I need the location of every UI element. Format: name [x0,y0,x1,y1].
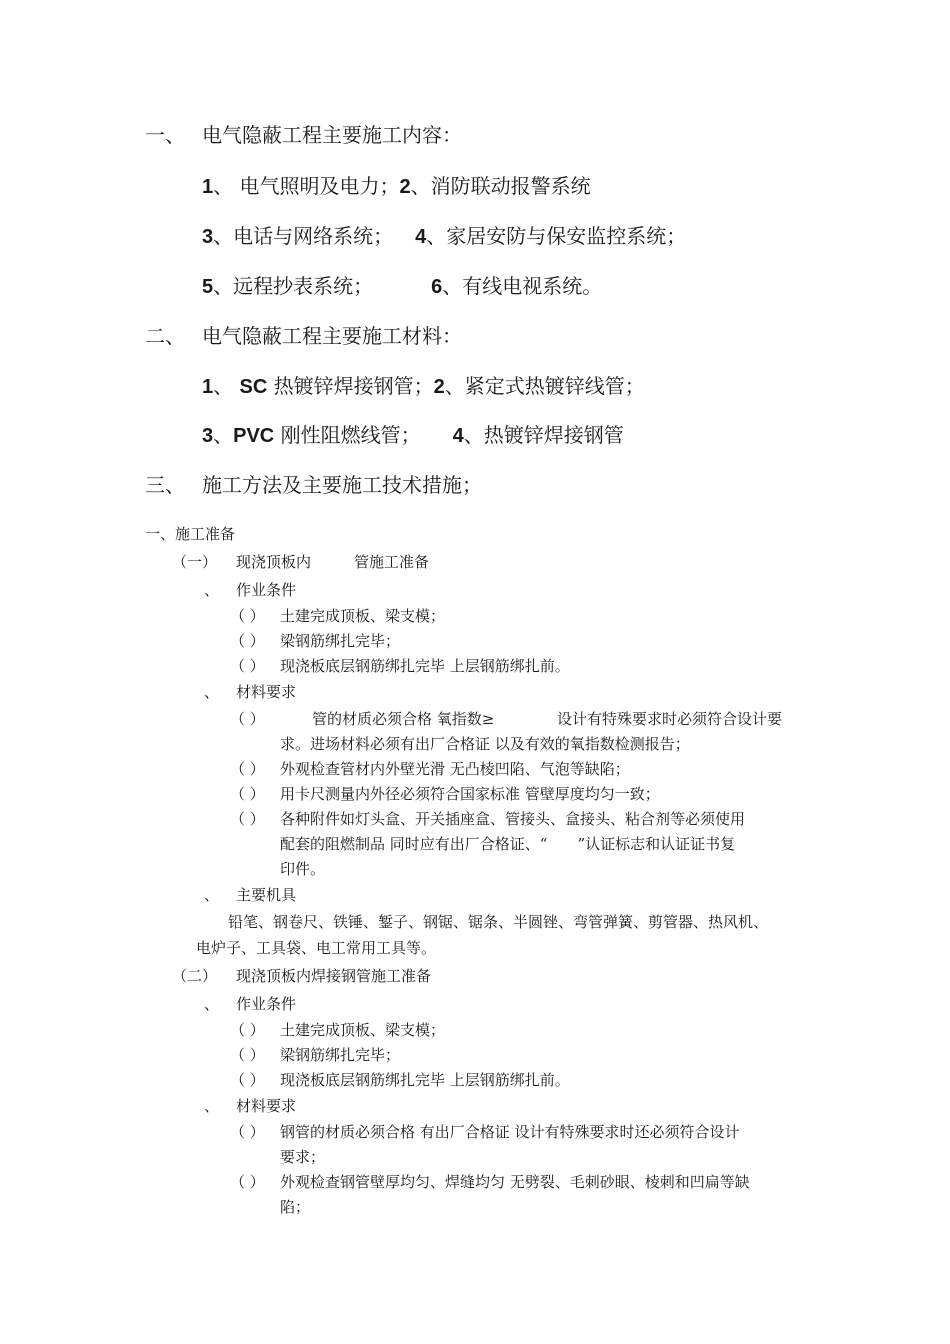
paren-marker: （ ） [230,785,265,803]
item-text: 、家居安防与保安监控系统； [426,224,687,248]
item-number: 6 [431,276,443,298]
section2-line-2 [202,423,624,448]
item-text: 、 电气照明及电力； [213,174,400,198]
sub1-material-item3: 用卡尺测量内外径必须符合国家标准 管壁厚度均匀一致； [280,785,660,803]
item-text: 、电话与网络系统； [213,224,394,248]
sub2-material-item1-a: 钢管的材质必须合格 有出厂合格证 设计有特殊要求时还必须符合设计 [280,1123,740,1141]
section1-title: 电气隐蔽工程主要施工内容： [202,123,462,147]
paren-marker: （ ） [230,607,265,625]
sub1-work-marker: 、 [204,581,220,599]
section1-line-3 [202,274,602,299]
section1-line-1 [202,174,591,199]
sub2-material-marker: 、 [204,1097,220,1115]
item-text: 、 [213,423,234,447]
paren-marker: （ ） [230,632,265,650]
section3-marker: 三、 [145,473,185,497]
sub2-material-item1-b: 要求； [280,1148,326,1166]
sub1-material-item1-a: 管的材质必须合格 氧指数≥ [312,710,495,728]
sub2-title: 现浇顶板内焊接钢管施工准备 [236,967,432,985]
sub1-tools-line1: 铅笔、钢卷尺、铁锤、錾子、钢锯、锯条、半圆锉、弯管弹簧、剪管器、热风机、 [228,913,769,931]
item4-b-part2: ”认证标志和认证证书复 [577,835,736,853]
sub1-material-item4-a: 各种附件如灯头盒、开关插座盒、管接头、盒接头、粘合剂等必须使用 [280,810,746,828]
sub1-work-label: 作业条件 [236,581,297,599]
item-text: 刚性阻燃线管； [274,423,421,447]
sub1-title-a: 现浇顶板内 [236,553,312,571]
item-number: 2 [399,176,411,198]
sub2-material-item2-b: 陷； [280,1198,311,1216]
section1-line-2 [202,224,686,249]
item-number: 4 [452,425,464,447]
section3-title: 施工方法及主要施工技术措施； [202,473,482,497]
sub2-work-item-3: 现浇板底层钢筋绑扎完毕 上层钢筋绑扎前。 [280,1071,570,1089]
item-text: 、消防联动报警系统 [410,174,591,198]
item-text: 、 [213,374,240,398]
paren-marker: （ ） [230,1071,265,1089]
sub1-material-label: 材料要求 [236,683,297,701]
item-number: 1 [202,376,214,398]
sub2-work-label: 作业条件 [236,995,297,1013]
paren-marker: （ ） [230,657,265,675]
item-number: 1 [202,176,214,198]
sub2-marker: （二） [172,967,218,985]
item-code: SC [239,376,268,398]
sub1-material-item2: 外观检查管材内外壁光滑 无凸棱凹陷、气泡等缺陷； [280,760,630,778]
section2-marker: 二、 [145,324,185,348]
item-text: 、热镀锌焊接钢管 [463,423,624,447]
sub1-work-item-1: 土建完成顶板、梁支模； [280,607,446,625]
sub2-work-item-2: 梁钢筋绑扎完毕； [280,1046,401,1064]
sub1-work-item-2: 梁钢筋绑扎完毕； [280,632,401,650]
sub1-material-marker: 、 [204,683,220,701]
item-text: 、紧定式热镀锌线管； [444,374,645,398]
sub2-material-label: 材料要求 [236,1097,297,1115]
sub1-marker: （一） [172,553,218,571]
item-text: 、有线电视系统。 [442,274,603,298]
section2-title: 电气隐蔽工程主要施工材料： [202,324,462,348]
sub1-material-item1-c: 求。进场材料必须有出厂合格证 以及有效的氧指数检测报告； [280,735,690,753]
paren-marker: （ ） [230,710,265,728]
item-text: 、远程抄表系统； [213,274,374,298]
paren-marker: （ ） [230,1123,265,1141]
item-number: 5 [202,276,214,298]
sub1-material-item1-b: 设计有特殊要求时必须符合设计要 [557,710,783,728]
sub2-work-marker: 、 [204,995,220,1013]
sub1-title-b: 管施工准备 [354,553,430,571]
item-number: 4 [415,226,427,248]
sub1-tools-label: 主要机具 [236,886,297,904]
sub2-work-item-1: 土建完成顶板、梁支模； [280,1021,446,1039]
section1-marker: 一、 [145,123,185,147]
item-code: PVC [233,425,275,447]
paren-marker: （ ） [230,760,265,778]
item4-b-part1: 配套的阻燃制品 同时应有出厂合格证、“ [280,835,548,853]
sub1-tools-line2: 电炉子、工具袋、电工常用工具等。 [196,939,437,957]
sub2-material-item2-a: 外观检查钢管壁厚均匀、焊缝均匀 无劈裂、毛刺砂眼、棱刺和凹扁等缺 [280,1173,750,1191]
prep-heading: 一、施工准备 [145,525,236,543]
sub1-work-item-3: 现浇板底层钢筋绑扎完毕 上层钢筋绑扎前。 [280,657,570,675]
paren-marker: （ ） [230,1046,265,1064]
item-number: 3 [202,425,214,447]
sub1-tools-marker: 、 [204,886,220,904]
item-text: 热镀锌焊接钢管； [267,374,434,398]
paren-marker: （ ） [230,810,265,828]
paren-marker: （ ） [230,1021,265,1039]
section2-line-1 [202,374,645,399]
sub1-material-item4-c: 印件。 [280,860,326,878]
item-number: 2 [433,376,445,398]
sub1-material-item4-b [280,834,735,854]
paren-marker: （ ） [230,1173,265,1191]
item-number: 3 [202,226,214,248]
